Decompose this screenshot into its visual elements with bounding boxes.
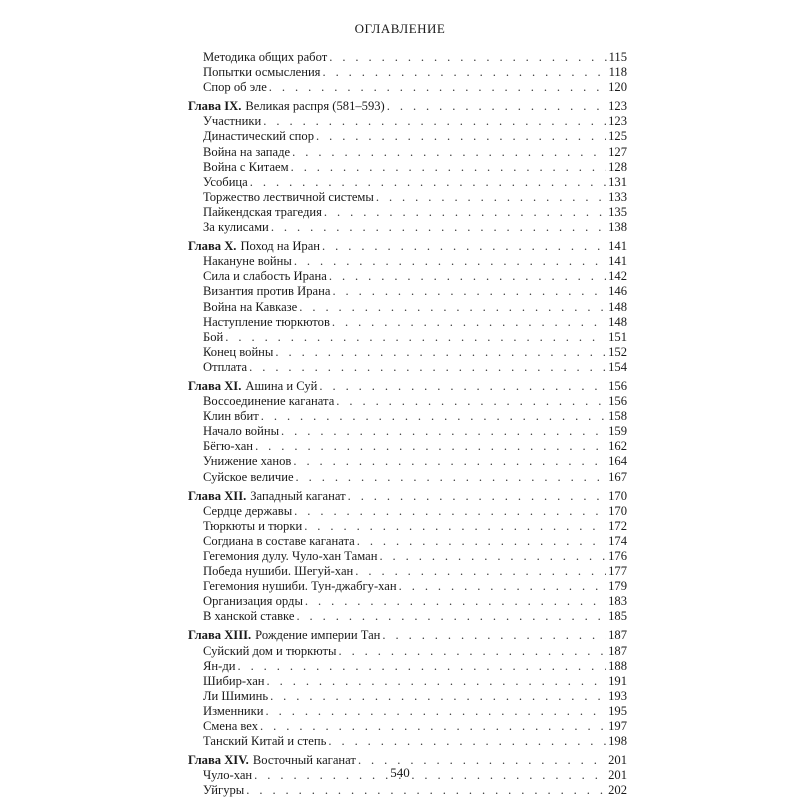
dot-leader [324,205,606,220]
toc-chapter-entry [188,99,627,114]
toc-page-number: 152 [608,344,627,359]
section-title: Ли Шиминь [203,688,269,703]
section-title: Танский Китай и степь [203,734,327,749]
section-title: Согдиана в составе каганата [203,533,355,548]
toc-page-number: 156 [608,378,627,393]
chapter-title: Восточный каганат [252,753,356,768]
toc-page-number: 176 [608,549,627,563]
dot-leader [225,330,606,345]
toc-section-entry [188,609,627,624]
toc-section-entry [188,594,627,609]
toc-section-entry [188,424,627,439]
chapter-title: Поход на Иран [240,239,321,254]
toc-section-entry [188,284,627,299]
dot-leader [291,160,607,175]
toc-page-number: 183 [608,594,627,609]
section-title: Тюркюты и тюрки [203,518,303,533]
dot-leader [293,454,606,469]
dot-leader [399,579,606,594]
running-header: ОГЛАВЛЕНИЕ [354,21,446,36]
dot-leader [281,424,606,439]
toc-section-entry [188,644,627,659]
toc-section-entry [188,394,627,409]
dot-leader [329,50,606,65]
dot-leader [296,470,607,485]
toc-page-number: 154 [608,359,627,374]
chapter-number: Глава XIII. [188,628,252,643]
section-title: Изменники [203,703,264,718]
toc-page-number: 148 [608,314,627,329]
toc-page-number: 197 [608,719,627,734]
toc-section-entry [188,220,627,235]
toc-page-number: 135 [608,204,627,219]
dot-leader [305,594,606,609]
toc-section-entry [188,269,627,284]
toc-section-entry [188,160,627,175]
dot-leader [332,315,606,330]
dot-leader [271,220,606,235]
toc-chapter-entry [188,239,627,254]
toc-page-number: 167 [608,469,627,484]
section-title: Война на Кавказе [203,299,298,314]
toc-page-number: 131 [608,174,627,189]
toc-section-entry [188,360,627,375]
toc-section-entry [188,254,627,269]
toc-section-entry [188,534,627,549]
toc-page-number: 170 [608,503,627,518]
toc-page-number: 118 [608,65,627,80]
toc-section-entry [188,783,627,798]
dot-leader [294,254,606,269]
toc-page-number: 156 [608,394,627,409]
section-title: Война на западе [203,144,291,159]
dot-leader [316,129,606,144]
toc-section-entry [188,564,627,579]
toc-section-entry [188,689,627,704]
toc-page-number: 164 [608,454,627,469]
section-title: Организация орды [203,594,303,609]
section-title: Гегемония нушиби. Тун-джабгу-хан [203,579,397,594]
toc-section-entry [188,519,627,534]
toc-chapter-entry [188,379,627,394]
chapter-title: Великая распря (581–593) [245,99,385,114]
toc-page-number: 127 [608,144,627,159]
section-title: За кулисами [203,220,269,235]
dot-leader [319,379,606,394]
section-title: Смена вех [203,719,259,734]
section-title: Накануне войны [203,254,292,269]
section-title: Уйгуры [203,783,245,798]
toc-page-number: 177 [608,564,627,579]
dot-leader [376,190,606,205]
dot-leader [336,394,606,409]
chapter-number: Глава XII. [188,488,247,503]
toc-page-number: 133 [608,189,627,204]
toc-page-number: 201 [608,753,627,768]
dot-leader [249,360,606,375]
section-title: Воссоединение каганата [203,394,335,409]
toc-page-number: 185 [608,609,627,624]
section-title: Методика общих работ [203,50,328,64]
toc-section-entry [188,470,627,485]
dot-leader [261,409,606,424]
table-of-contents [188,50,627,799]
chapter-title: Ашина и Суй [245,378,318,393]
chapter-title: Западный каганат [250,488,346,503]
page-number: 540 [390,765,410,780]
dot-leader [328,734,606,749]
toc-page-number: 198 [608,734,627,749]
toc-section-entry [188,80,627,95]
toc-page-number: 195 [608,703,627,718]
dot-leader [270,689,606,704]
section-title: Гегемония дулу. Чуло-хан Таман [203,549,378,563]
toc-section-entry [188,504,627,519]
section-title: Бёгю-хан [203,439,254,454]
toc-section-entry [188,549,627,564]
dot-leader [266,704,607,719]
dot-leader [267,674,607,689]
dot-leader [246,783,606,798]
section-title: Сила и слабость Ирана [203,269,327,284]
section-title: В ханской ставке [203,609,295,624]
toc-chapter-entry [188,489,627,504]
section-title: Клин вбит [203,409,259,424]
dot-leader [322,239,606,254]
dot-leader [260,719,606,734]
section-title: Отплата [203,359,248,374]
section-title: Торжество лествичной системы [203,189,374,204]
toc-page-number: 158 [608,409,627,424]
section-title: Пайкендская трагедия [203,204,322,219]
dot-leader [294,504,606,519]
dot-leader [255,439,606,454]
dot-leader [237,659,606,674]
chapter-number: Глава XI. [188,378,242,393]
dot-leader [322,65,606,80]
toc-section-entry [188,65,627,80]
dot-leader [263,114,606,129]
dot-leader [332,284,606,299]
toc-section-entry [188,439,627,454]
section-title: Чуло-хан [203,768,253,783]
section-title: Начало войны [203,424,280,439]
section-title: Суйский дом и тюркюты [203,643,337,658]
section-title: Война с Китаем [203,159,289,174]
dot-leader [379,549,606,564]
toc-page-number: 187 [608,643,627,658]
toc-section-entry [188,579,627,594]
dot-leader [296,609,606,624]
section-title: Победа нушиби. Шегуй-хан [203,564,354,579]
dot-leader [382,628,606,643]
toc-section-entry [188,454,627,469]
section-title: Византия против Ирана [203,284,331,299]
toc-page-number: 141 [608,239,627,254]
section-title: Конец войны [203,344,274,359]
toc-section-entry [188,205,627,220]
chapter-title: Рождение империи Тан [255,628,381,643]
dot-leader [292,145,606,160]
toc-section-entry [188,300,627,315]
section-title: Сердце державы [203,503,293,518]
toc-section-entry [188,345,627,360]
toc-page-number: 141 [608,254,627,269]
toc-page-number: 174 [608,533,627,548]
toc-section-entry [188,659,627,674]
toc-page-number: 123 [608,114,627,129]
toc-page-number: 138 [608,220,627,235]
chapter-number: Глава X. [188,239,237,254]
toc-page-number: 187 [608,628,627,643]
section-title: Шибир-хан [203,673,265,688]
section-title: Участники [203,114,262,129]
toc-section-entry [188,734,627,749]
dot-leader [304,519,606,534]
dot-leader [299,300,606,315]
section-title: Спор об эле [203,80,267,95]
dot-leader [387,99,606,114]
toc-page-number: 148 [608,299,627,314]
toc-page-number: 125 [608,129,627,144]
toc-page-number: 151 [608,329,627,344]
chapter-number: Глава XIV. [188,753,249,768]
toc-page-number: 179 [608,579,627,594]
section-title: Попытки осмысления [203,65,321,80]
toc-page-number: 201 [608,768,627,783]
toc-section-entry [188,175,627,190]
toc-page-number: 191 [608,673,627,688]
toc-page-number: 123 [608,99,627,114]
dot-leader [348,489,607,504]
toc-page-number: 115 [608,50,627,64]
dot-leader [250,175,606,190]
toc-page-number: 162 [608,439,627,454]
toc-section-entry [188,704,627,719]
section-title: Бой [203,329,224,344]
toc-section-entry [188,315,627,330]
toc-page-number: 146 [608,284,627,299]
section-title: Ян-ди [203,658,236,673]
toc-page-number: 170 [608,488,627,503]
dot-leader [275,345,606,360]
toc-page-number: 193 [608,688,627,703]
section-title: Усобица [203,174,248,189]
dot-leader [269,80,606,95]
toc-page-number: 120 [608,80,627,95]
toc-section-entry [188,129,627,144]
dot-leader [329,269,606,284]
toc-section-entry [188,330,627,345]
section-title: Династический спор [203,129,314,144]
dot-leader [338,644,606,659]
toc-page-number: 202 [608,783,627,798]
toc-chapter-entry [188,628,627,643]
chapter-number: Глава IX. [188,99,242,114]
toc-section-entry [188,719,627,734]
toc-page-number: 188 [608,658,627,673]
toc-section-entry [188,50,627,65]
toc-page-number: 128 [608,159,627,174]
toc-section-entry [188,145,627,160]
toc-page-number: 159 [608,424,627,439]
toc-section-entry [188,114,627,129]
toc-section-entry [188,674,627,689]
dot-leader [357,534,606,549]
section-title: Унижение ханов [203,454,292,469]
toc-section-entry [188,409,627,424]
section-title: Наступление тюркютов [203,314,330,329]
toc-section-entry [188,190,627,205]
dot-leader [355,564,606,579]
toc-page-number: 142 [608,269,627,284]
section-title: Суйское величие [203,469,294,484]
toc-page-number: 172 [608,518,627,533]
